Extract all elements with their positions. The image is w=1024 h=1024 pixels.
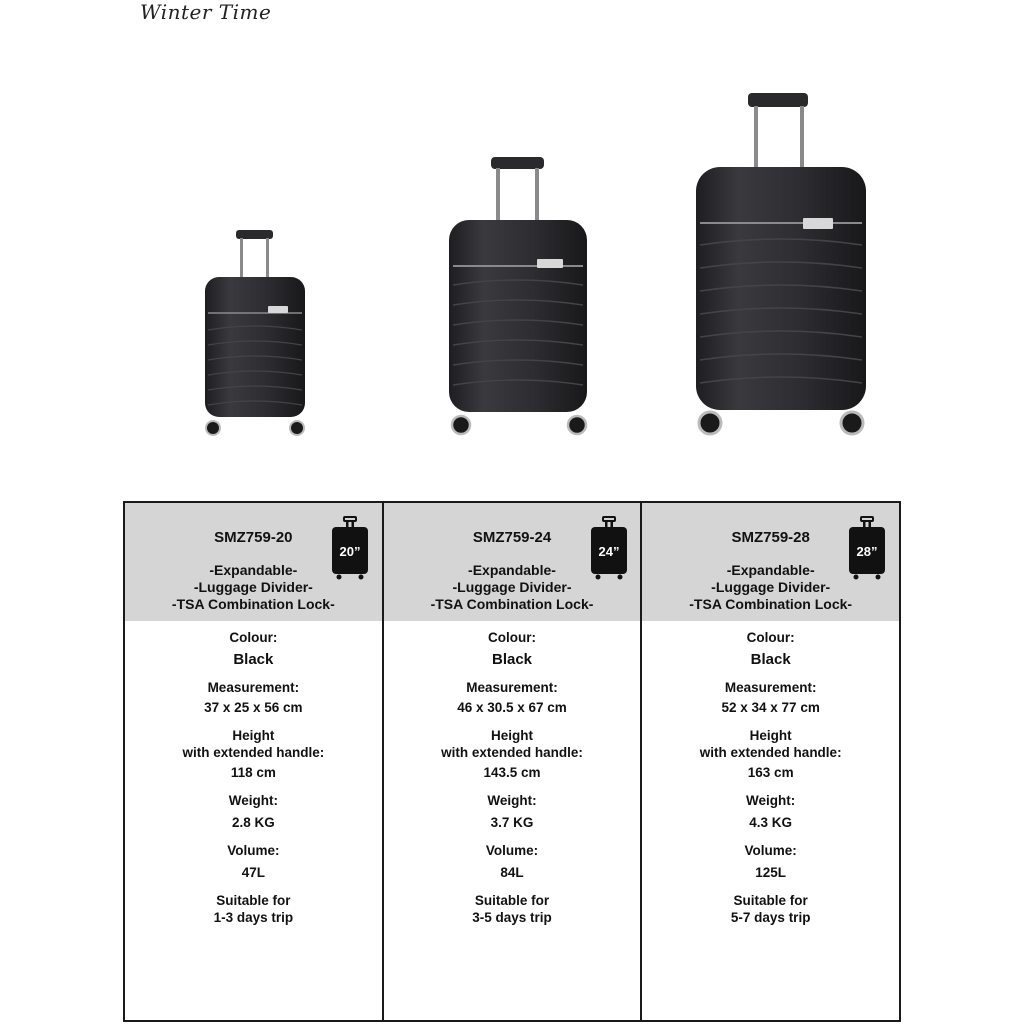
spec-header xyxy=(125,503,382,621)
suitable-value: 1-3 days trip xyxy=(213,910,294,925)
measurement-label: Measurement: xyxy=(466,680,558,695)
height-label: Height xyxy=(232,728,275,743)
colour-label: Colour: xyxy=(488,630,536,645)
feature-item: -TSA Combination Lock- xyxy=(430,596,594,612)
size-badge: 20” xyxy=(339,544,361,559)
size-badge: 24” xyxy=(598,544,620,559)
model-name: SMZ759-20 xyxy=(214,529,293,546)
suitcase-20-image xyxy=(205,230,305,435)
height-label: Height xyxy=(749,728,792,743)
suitable-value: 3-5 days trip xyxy=(472,910,552,925)
suitable-label: Suitable for xyxy=(216,893,291,908)
weight-value: 4.3 KG xyxy=(749,815,793,830)
volume-label: Volume: xyxy=(744,843,797,858)
colour-value: Black xyxy=(233,651,274,668)
feature-list xyxy=(642,562,899,613)
weight-label: Weight: xyxy=(746,793,796,808)
spec-column-28 xyxy=(642,503,899,1020)
weight-value: 2.8 KG xyxy=(231,815,275,830)
feature-item: -Luggage Divider- xyxy=(193,579,313,595)
height-value: 163 cm xyxy=(747,765,794,780)
measurement-label: Measurement: xyxy=(724,680,817,695)
feature-item: -TSA Combination Lock- xyxy=(689,596,853,612)
weight-label: Weight: xyxy=(228,793,278,808)
brand-logo: Winter Time xyxy=(140,0,272,24)
colour-value: Black xyxy=(750,651,791,668)
feature-item: -Luggage Divider- xyxy=(452,579,572,595)
suitable-label: Suitable for xyxy=(474,893,550,908)
feature-item: -TSA Combination Lock- xyxy=(171,596,335,612)
suitcase-28-image xyxy=(696,93,866,434)
feature-item: -Expandable- xyxy=(468,562,556,578)
spec-header xyxy=(384,503,641,621)
height-value: 118 cm xyxy=(230,765,276,780)
feature-list xyxy=(125,562,382,613)
measurement-value: 37 x 25 x 56 cm xyxy=(204,700,303,715)
volume-label: Volume: xyxy=(485,843,539,858)
suitcase-24-image xyxy=(449,157,587,434)
volume-value: 125L xyxy=(755,865,787,880)
feature-item: -Expandable- xyxy=(209,562,298,578)
colour-value: Black xyxy=(491,651,533,668)
spec-body xyxy=(642,621,899,1020)
volume-value: 84L xyxy=(500,865,524,880)
colour-label: Colour: xyxy=(229,630,278,645)
feature-item: -Expandable- xyxy=(726,562,815,578)
height-value: 143.5 cm xyxy=(483,765,541,780)
weight-label: Weight: xyxy=(487,793,537,808)
size-badge: 28” xyxy=(856,544,878,559)
spec-table xyxy=(123,501,901,1022)
model-name: SMZ759-28 xyxy=(731,529,810,546)
spec-body xyxy=(384,621,641,1020)
volume-value: 47L xyxy=(241,865,265,880)
suitable-label: Suitable for xyxy=(733,893,808,908)
spec-column-20 xyxy=(125,503,384,1020)
colour-label: Colour: xyxy=(746,630,795,645)
spec-body xyxy=(125,621,382,1020)
volume-label: Volume: xyxy=(227,843,280,858)
measurement-value: 52 x 34 x 77 cm xyxy=(721,700,820,715)
height-label: Height xyxy=(491,728,533,743)
height-label-sub: with extended handle: xyxy=(699,745,842,760)
measurement-label: Measurement: xyxy=(207,680,300,695)
measurement-value: 46 x 30.5 x 67 cm xyxy=(457,700,567,715)
feature-list xyxy=(384,562,641,613)
height-label-sub: with extended handle: xyxy=(441,745,583,760)
feature-item: -Luggage Divider- xyxy=(711,579,831,595)
model-name: SMZ759-24 xyxy=(472,529,552,546)
spec-header xyxy=(642,503,899,621)
suitcase-photos xyxy=(0,0,1024,470)
spec-column-24 xyxy=(384,503,643,1020)
suitable-value: 5-7 days trip xyxy=(730,910,811,925)
height-label-sub: with extended handle: xyxy=(182,745,325,760)
weight-value: 3.7 KG xyxy=(490,815,534,830)
